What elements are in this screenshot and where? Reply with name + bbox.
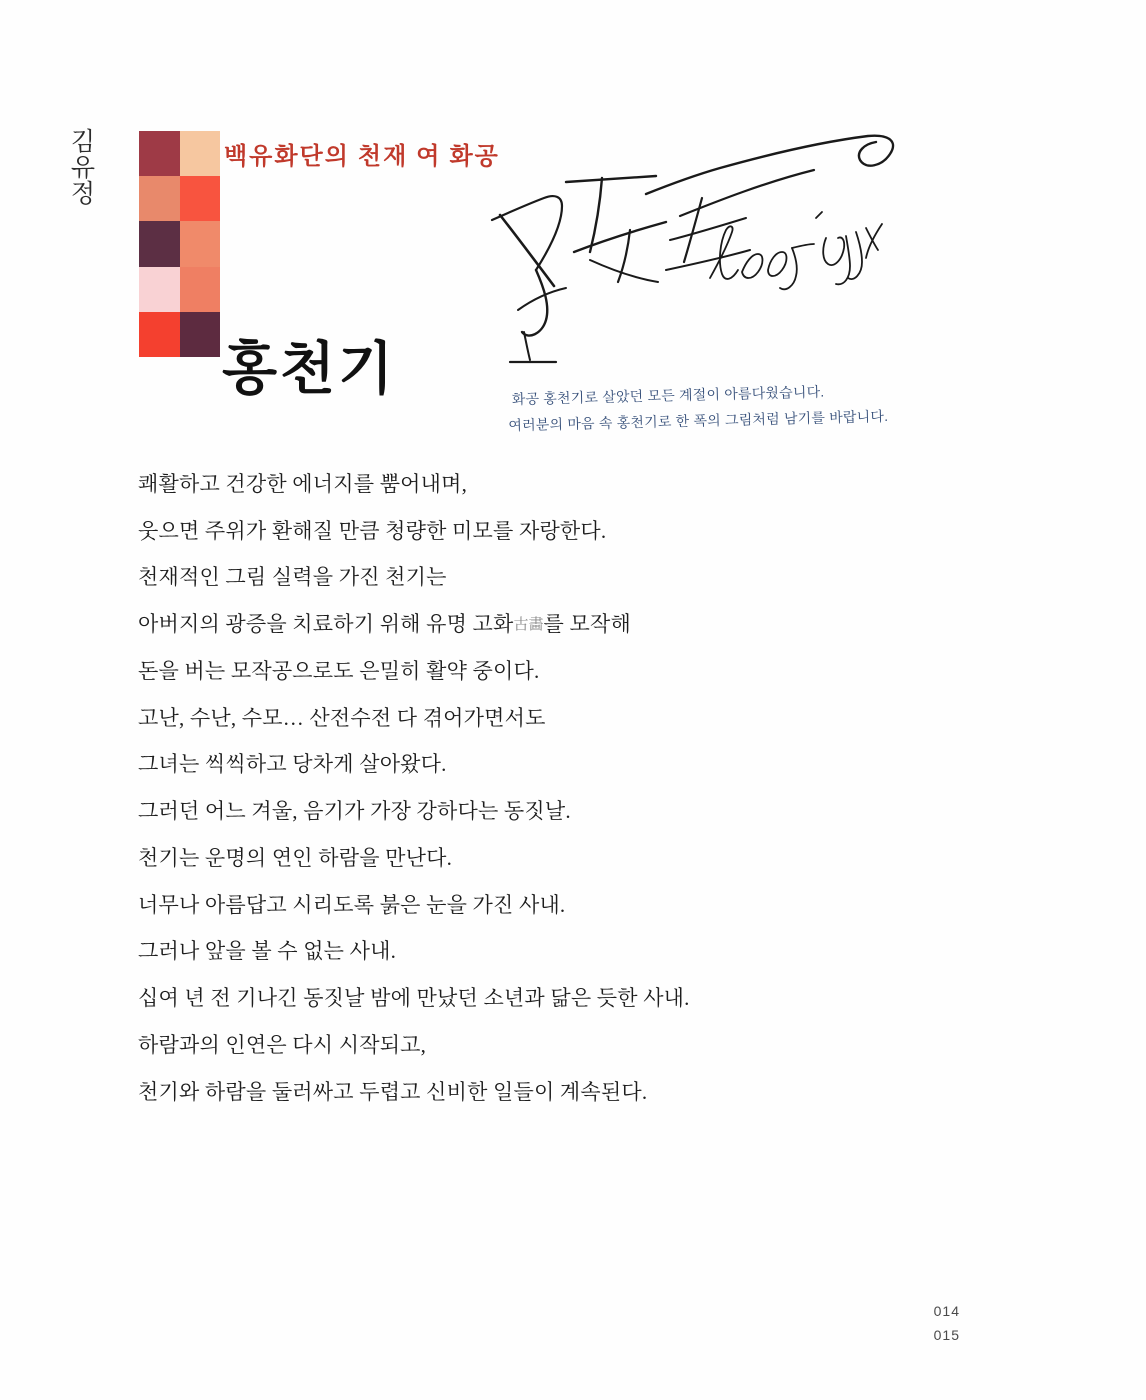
body-copy bbox=[138, 470, 1038, 1124]
body-line: 천재적인 그림 실력을 가진 천기는 bbox=[138, 565, 447, 590]
body-line: 그녀는 씩씩하고 당차게 살아왔다. bbox=[138, 752, 447, 777]
color-swatch bbox=[139, 267, 180, 312]
color-swatch bbox=[180, 221, 221, 266]
body-line: 돈을 버는 모작공으로도 은밀히 활약 중이다. bbox=[138, 658, 540, 683]
color-swatch bbox=[180, 312, 221, 357]
body-line: 하람과의 인연은 다시 시작되고, bbox=[138, 1032, 427, 1057]
color-swatch bbox=[180, 176, 221, 221]
body-line: 십여 년 전 기나긴 동짓날 밤에 만났던 소년과 닮은 듯한 사내. bbox=[138, 986, 690, 1011]
color-swatch bbox=[180, 267, 221, 312]
hanja-gloss: 古畵 bbox=[513, 617, 544, 634]
color-swatch-block bbox=[139, 131, 220, 402]
body-line: 아버지의 광증을 치료하기 위해 유명 고화古畵를 모작해 bbox=[138, 612, 631, 637]
body-line: 천기는 운명의 연인 하람을 만난다. bbox=[138, 845, 453, 870]
body-line: 천기와 하람을 둘러싸고 두렵고 신비한 일들이 계속된다. bbox=[138, 1079, 648, 1104]
color-swatch bbox=[139, 131, 180, 176]
signature-caption-line1: 화공 홍천기로 살았던 모든 계절이 아름다웠습니다. bbox=[511, 383, 825, 408]
color-swatch bbox=[139, 312, 180, 357]
body-line: 웃으면 주위가 환해질 만큼 청량한 미모를 자랑한다. bbox=[138, 518, 607, 543]
author-name-vertical: 김유정 bbox=[67, 128, 94, 206]
body-line: 쾌활하고 건강한 에너지를 뿜어내며, bbox=[138, 472, 468, 496]
body-line: 그러나 앞을 볼 수 없는 사내. bbox=[138, 939, 397, 964]
body-line: 너무나 아름답고 시리도록 붉은 눈을 가진 사내. bbox=[138, 892, 566, 917]
signature-caption-line2: 여러분의 마음 속 홍천기로 한 폭의 그림처럼 남기를 바랍니다. bbox=[508, 407, 889, 434]
color-swatch bbox=[180, 131, 221, 176]
folio-right: 015 bbox=[933, 1327, 960, 1344]
page-folio bbox=[934, 1300, 960, 1348]
color-swatch bbox=[139, 221, 180, 266]
body-line: 그러던 어느 겨울, 음기가 가장 강하다는 동짓날. bbox=[138, 799, 571, 824]
folio-left: 014 bbox=[933, 1303, 960, 1320]
page-title: 홍천기 bbox=[222, 338, 397, 401]
page-subtitle: 백유화단의 천재 여 화공 bbox=[224, 144, 500, 170]
body-line: 고난, 수난, 수모… 산전수전 다 겪어가면서도 bbox=[138, 705, 546, 730]
color-swatch bbox=[139, 176, 180, 221]
